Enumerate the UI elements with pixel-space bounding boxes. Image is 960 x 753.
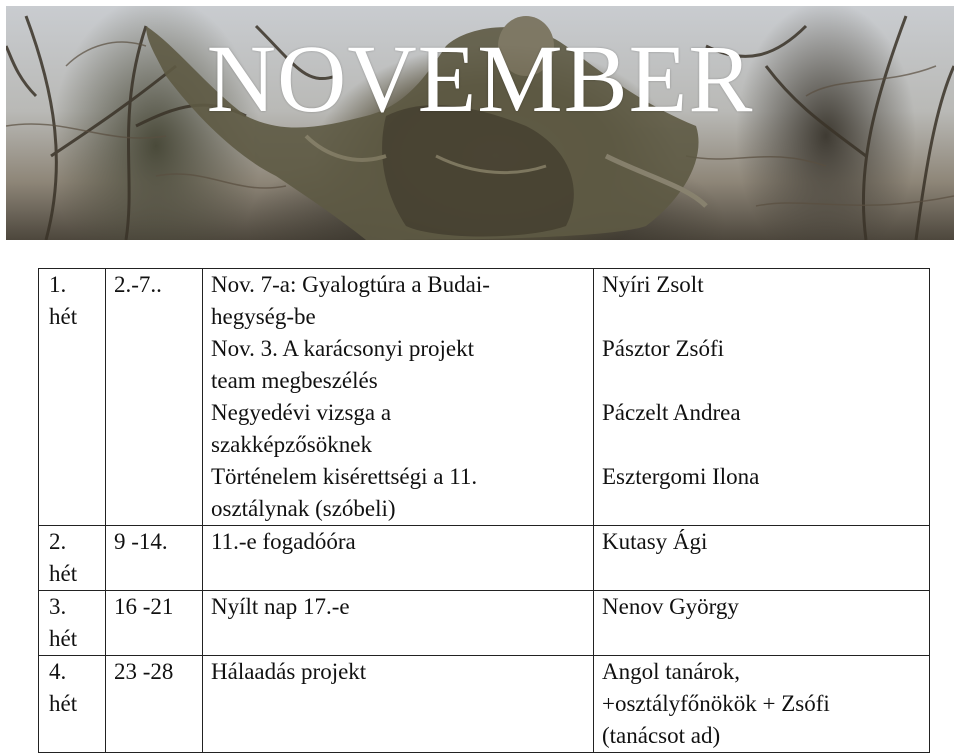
responsible-person: Kutasy Ági (602, 529, 708, 554)
event-line: hegység-be (211, 304, 316, 329)
week-number: 4. (49, 659, 67, 684)
responsible-cell (594, 656, 930, 753)
week-number: 1. (49, 272, 67, 297)
week-label: hét (49, 626, 78, 651)
event-line: Nov. 7-a: Gyalogtúra a Budai- (211, 272, 490, 297)
responsible-person: Nyíri Zsolt (602, 272, 704, 297)
events-cell (203, 656, 594, 753)
event-line: team megbeszélés (211, 368, 378, 393)
table-row (39, 591, 930, 656)
events-cell (203, 526, 594, 591)
event-line: 11.-e fogadóóra (211, 529, 356, 554)
week-cell (39, 269, 106, 526)
event-line: Hálaadás projekt (211, 659, 367, 684)
days-cell: 9 -14. (106, 526, 203, 591)
events-cell (203, 269, 594, 526)
page-title: NOVEMBER (206, 25, 754, 132)
event-line: Nyílt nap 17.-e (211, 594, 350, 619)
week-cell (39, 591, 106, 656)
responsible-person: Nenov György (602, 594, 739, 619)
responsible-person: Angol tanárok, (602, 659, 740, 684)
week-cell (39, 656, 106, 753)
responsible-person: Esztergomi Ilona (602, 464, 760, 489)
table-row (39, 526, 930, 591)
event-line: Történelem kisérettségi a 11. (211, 464, 478, 489)
event-line: osztálynak (szóbeli) (211, 496, 396, 521)
week-number: 3. (49, 594, 67, 619)
responsible-person: Pásztor Zsófi (602, 336, 725, 361)
table-row (39, 269, 930, 526)
responsible-cell (594, 526, 930, 591)
responsible-cell (594, 591, 930, 656)
event-line: Nov. 3. A karácsonyi projekt (211, 336, 474, 361)
responsible-person: Páczelt Andrea (602, 400, 741, 425)
week-label: hét (49, 304, 78, 329)
header-banner (6, 6, 954, 240)
week-label: hét (49, 561, 78, 586)
week-cell (39, 526, 106, 591)
days-cell: 16 -21 (106, 591, 203, 656)
schedule-table (38, 268, 930, 753)
event-line: Negyedévi vizsga a (211, 400, 392, 425)
days-cell: 2.-7.. (106, 269, 203, 526)
days-cell: 23 -28 (106, 656, 203, 753)
responsible-person: +osztályfőnökök + Zsófi (602, 691, 830, 716)
events-cell (203, 591, 594, 656)
responsible-person: (tanácsot ad) (602, 723, 721, 748)
event-line: szakképzősöknek (211, 432, 372, 457)
week-label: hét (49, 691, 78, 716)
responsible-cell (594, 269, 930, 526)
week-number: 2. (49, 529, 67, 554)
table-row (39, 656, 930, 753)
